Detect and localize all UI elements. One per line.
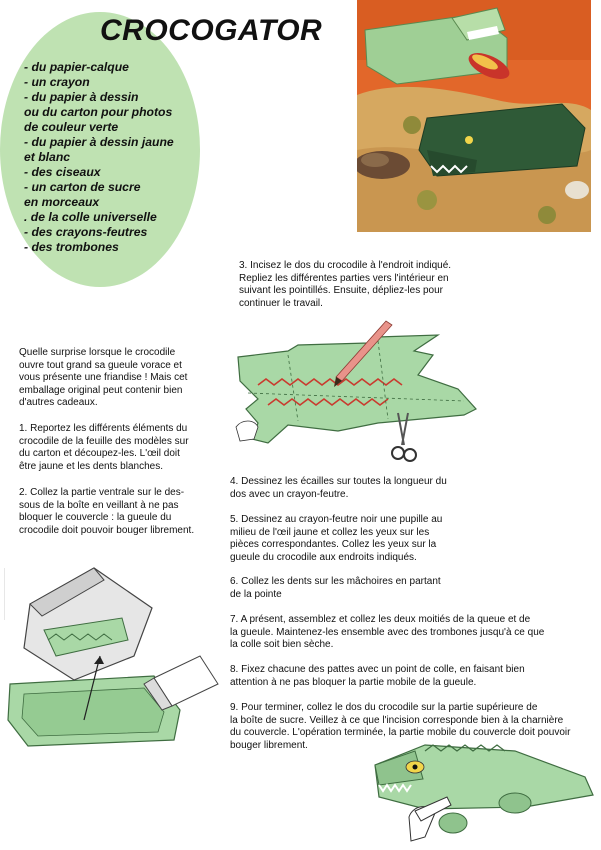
step-line: 1. Reportez les différents éléments du xyxy=(19,423,188,434)
materials-item: - des trombones xyxy=(24,240,119,254)
step-line: la gueule. Maintenez-les ensemble avec des trombones jusqu'à ce que xyxy=(230,626,545,638)
step-line: crocodile doit pouvoir bouger librement. xyxy=(19,524,195,536)
crocodile-photo xyxy=(357,0,591,232)
intro-paragraph xyxy=(19,347,219,410)
step-line: 6. Collez les dents sur les mâchoires en partant xyxy=(230,576,441,587)
photo-front-croc-eye xyxy=(465,136,473,144)
step-1 xyxy=(19,423,219,473)
step-line: être jaune et les dents blanches. xyxy=(19,460,163,472)
materials-item: - des ciseaux xyxy=(24,165,101,179)
step-line: pièces correspondantes. Collez les yeux sur la xyxy=(230,539,437,551)
step-5 xyxy=(230,514,480,564)
croc-back-cutout xyxy=(238,335,476,443)
step-line: gueule du crocodile aux endroits indiqués. xyxy=(230,551,417,563)
materials-item: et blanc xyxy=(24,150,71,164)
photo-moss xyxy=(417,190,437,210)
step-line: 4. Dessinez les écailles sur toutes la longueur du xyxy=(230,476,447,487)
step-2 xyxy=(19,487,219,537)
cutting-illustration xyxy=(228,315,480,467)
step-line: la boîte de sucre. Veillez à ce que l'incision corresponde bien à la charnière xyxy=(230,714,564,726)
intro-line: ouvre tout grand sa gueule vorace et xyxy=(19,359,182,371)
materials-item: . de la colle universelle xyxy=(24,210,157,224)
materials-item: ou du carton pour photos xyxy=(24,105,173,119)
photo-rock xyxy=(361,153,389,167)
step-line: du couvercle. L'opération terminée, la partie mobile du couvercle doit pouvoir xyxy=(230,727,571,739)
materials-item: - du papier à dessin jaune xyxy=(24,135,174,149)
materials-item: - du papier à dessin xyxy=(24,90,139,104)
materials-item: - un carton de sucre xyxy=(24,180,141,194)
step-line: la colle soit bien sèche. xyxy=(230,639,334,651)
step-line: suivant les pointillés. Ensuite, dépliez-les pour xyxy=(239,285,443,297)
materials-item: - des crayons-feutres xyxy=(24,225,148,239)
materials-item: en morceaux xyxy=(24,195,100,209)
step-line: 3. Incisez le dos du crocodile à l'endroit indiqué. xyxy=(239,260,452,271)
step-4 xyxy=(230,476,480,501)
materials-list xyxy=(24,60,194,255)
materials-item: - un crayon xyxy=(24,75,90,89)
step-line: bouger librement. xyxy=(230,739,308,751)
step-line: 5. Dessinez au crayon-feutre noir une pupille au xyxy=(230,514,443,525)
step-3 xyxy=(239,260,489,310)
step-7 xyxy=(230,614,590,652)
step-line: milieu de l'œil jaune et collez les yeux sur les xyxy=(230,526,430,538)
page-title: CROCOGATOR xyxy=(100,14,323,47)
photo-moss xyxy=(403,116,421,134)
step-line: Repliez les différentes parties vers l'intérieur en xyxy=(239,272,449,284)
step-line: 8. Fixez chacune des pattes avec un point de colle, en faisant bien xyxy=(230,664,525,675)
intro-line: d'autres cadeaux. xyxy=(19,397,98,409)
step-line: dos avec un crayon-feutre. xyxy=(230,488,349,500)
step-line: continuer le travail. xyxy=(239,297,323,309)
step-line: 2. Collez la partie ventrale sur le des- xyxy=(19,487,185,498)
intro-line: Quelle surprise lorsque le crocodile xyxy=(19,347,176,358)
photo-moss xyxy=(538,206,556,224)
step-line: 7. A présent, assemblez et collez les deux moitiés de la queue et de xyxy=(230,614,531,625)
materials-item: - du papier-calque xyxy=(24,60,129,74)
croc-leg xyxy=(499,793,531,813)
step-6 xyxy=(230,576,480,601)
belly-inner-panel xyxy=(22,688,164,736)
finished-crocodile-illustration xyxy=(365,737,597,850)
step-8 xyxy=(230,664,590,689)
step-line: sous de la boîte en veillant à ne pas xyxy=(19,499,179,511)
step-line: du carton et découpez-les. L'œil doit xyxy=(19,448,180,460)
materials-item: de couleur verte xyxy=(24,120,119,134)
photo-stone xyxy=(565,181,589,199)
intro-line: emballage original peut contenir bien xyxy=(19,384,183,396)
step-line: 9. Pour terminer, collez le dos du crocodile sur la partie supérieure de xyxy=(230,702,538,713)
hand-icon xyxy=(236,421,258,441)
step-line: crocodile de la feuille des modèles sur xyxy=(19,435,189,447)
step-line: attention à ne pas bloquer la partie mobile de la gueule. xyxy=(230,676,477,688)
intro-line: vous présente une friandise ! Mais cet xyxy=(19,372,188,384)
step-line: bloquer le couvercle : la gueule du xyxy=(19,512,172,524)
croc-pupil-icon xyxy=(413,765,418,770)
step-line: de la pointe xyxy=(230,588,282,600)
croc-leg xyxy=(439,813,467,833)
gluing-illustration xyxy=(4,560,224,760)
